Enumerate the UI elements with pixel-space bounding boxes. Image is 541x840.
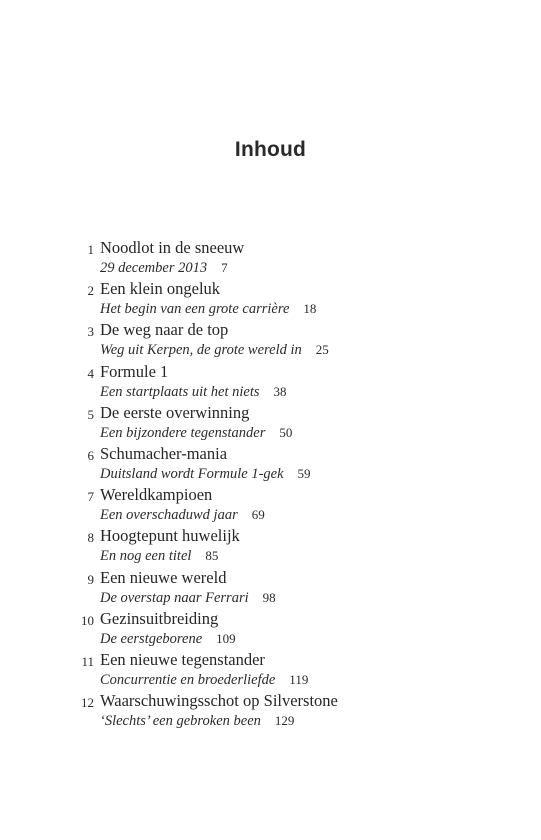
chapter-number: 12 <box>81 695 94 711</box>
chapter-subtitle: De overstap naar Ferrari <box>100 589 249 606</box>
chapter-number: 9 <box>87 571 94 587</box>
chapter-title: Waarschuwingsschot op Silverstone <box>100 691 338 711</box>
chapter-subline <box>100 548 218 565</box>
chapter-title: Een nieuwe tegenstander <box>100 649 265 669</box>
toc-entry <box>0 609 541 650</box>
chapter-subtitle: De eerstgeborene <box>100 630 203 647</box>
chapter-page-number: 129 <box>274 713 295 729</box>
chapter-title: De weg naar de top <box>100 320 229 340</box>
chapter-number: 1 <box>87 242 94 257</box>
chapter-page-number: 38 <box>273 383 287 399</box>
chapter-title: Wereldkampioen <box>100 485 213 505</box>
chapter-subline <box>100 590 276 607</box>
chapter-subtitle: En nog een titel <box>100 548 192 565</box>
chapter-page-number: 7 <box>221 260 228 275</box>
chapter-number: 3 <box>87 324 94 340</box>
chapter-subline <box>100 260 228 277</box>
chapter-subtitle: Het begin van een grote carrière <box>100 301 290 318</box>
chapter-title: Gezinsuitbreiding <box>100 608 219 628</box>
chapter-page-number: 119 <box>289 671 309 687</box>
chapter-subline <box>100 342 329 359</box>
chapter-subline <box>100 507 265 524</box>
chapter-subtitle: Een overschaduwd jaar <box>100 507 238 524</box>
toc-entry <box>0 279 541 320</box>
chapter-title: Een klein ongeluk <box>100 279 221 299</box>
toc-entry <box>0 362 541 403</box>
table-of-contents <box>0 238 541 732</box>
chapter-subtitle: 29 december 2013 <box>100 260 208 276</box>
chapter-number: 11 <box>81 653 94 669</box>
chapter-number: 2 <box>87 283 94 299</box>
chapter-page-number: 18 <box>303 301 317 317</box>
toc-entry <box>0 691 541 732</box>
chapter-title: Schumacher-mania <box>100 443 228 463</box>
chapter-title: Formule 1 <box>100 361 169 381</box>
chapter-title: Een nieuwe wereld <box>100 567 227 587</box>
chapter-page-number: 59 <box>297 465 311 481</box>
chapter-subtitle: Een startplaats uit het niets <box>100 383 260 400</box>
chapter-number: 8 <box>87 530 94 546</box>
chapter-subline <box>100 425 292 442</box>
toc-entry <box>0 238 541 279</box>
chapter-subline <box>100 301 316 318</box>
chapter-page-number: 69 <box>251 507 265 523</box>
toc-entry <box>0 320 541 361</box>
chapter-subtitle: Een bijzondere tegenstander <box>100 424 266 441</box>
chapter-title: Noodlot in de sneeuw <box>100 238 245 257</box>
chapter-page-number: 85 <box>205 548 219 564</box>
chapter-page-number: 98 <box>262 589 276 605</box>
toc-entry <box>0 444 541 485</box>
chapter-page-number: 109 <box>216 630 236 646</box>
chapter-title: Hoogtepunt huwelijk <box>100 526 240 546</box>
chapter-subline <box>100 713 294 730</box>
chapter-subtitle: Concurrentie en broederliefde <box>100 671 276 688</box>
chapter-subtitle: Weg uit Kerpen, de grote wereld in <box>100 342 302 359</box>
chapter-page-number: 50 <box>279 424 293 440</box>
chapter-subtitle: Duitsland wordt Formule 1-gek <box>100 465 284 482</box>
chapter-number: 7 <box>87 489 94 505</box>
toc-entry <box>0 568 541 609</box>
toc-entry <box>0 650 541 691</box>
chapter-subline <box>100 631 236 648</box>
chapter-number: 10 <box>81 612 94 628</box>
toc-entry <box>0 526 541 567</box>
chapter-title: De eerste overwinning <box>100 402 250 422</box>
chapter-subtitle: ‘Slechts’ een gebroken been <box>100 713 261 730</box>
toc-entry <box>0 403 541 444</box>
toc-entry <box>0 485 541 526</box>
chapter-number: 4 <box>87 365 94 381</box>
chapter-subline <box>100 466 311 483</box>
chapter-subline <box>100 384 287 401</box>
page-title: Inhoud <box>234 138 307 161</box>
chapter-number: 5 <box>87 406 94 422</box>
chapter-subline <box>100 672 308 689</box>
chapter-number: 6 <box>87 447 94 463</box>
chapter-page-number: 25 <box>315 342 329 358</box>
